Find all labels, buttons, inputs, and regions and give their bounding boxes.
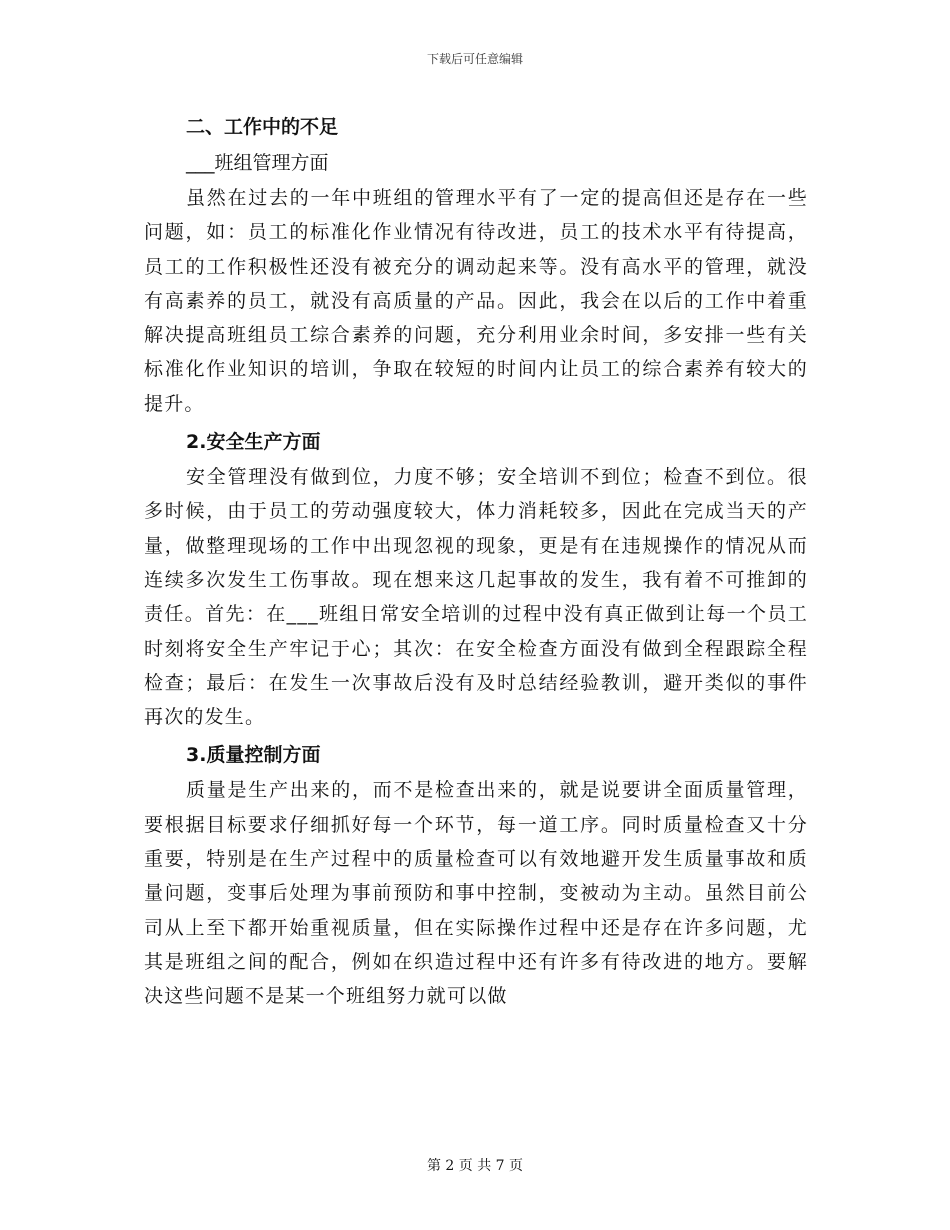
paragraph-quality: 质量是生产出来的，而不是检查出来的，就是说要讲全面质量管理，要根据目标要求仔细抓好每一个环节，每一道工序。同时质量检查又十分重要，特别是在生产过程中的质量检查可以有效地避开发生质量事故和质量问题，变事后处理为事前预防和事中控制，变被动为主动。虽然目前公司从上至下都开始重视质量，但在实际操作过程中还是存在许多问题，尤其是班组之间的配合，例如在织造过程中还有许多有待改进的地方。要解决这些问题不是某一个班组努力就可以做 [144,779,808,1008]
page-header: 下载后可任意编辑 [426,52,523,66]
page-footer: 第 2 页 共 7 页 [426,1158,524,1174]
section-heading-shortcomings: 二、工作中的不足 [186,116,339,138]
section-heading-quality: 3.质量控制方面 [186,744,321,767]
paragraph-safety: 安全管理没有做到位，力度不够；安全培训不到位；检查不到位。很多时候，由于员工的劳动强度较大，体力消耗较多，因此在完成当天的产量，做整理现场的工作中出现忽视的现象，更是有在违规操作的情况从而连续多次发生工伤事故。现在想来这几起事故的发生，我有着不可推卸的责任。首先：在___班组日常安全培训的过程中没有真正做到让每一个员工时刻将安全生产牢记于心；其次：在安全检查方面没有做到全程跟踪全程检查；最后：在发生一次事故后没有及时总结经验教训，避开类似的事件再次的发生。 [144,466,808,729]
subheading-team-management: ___班组管理方面 [186,152,329,174]
paragraph-team-management: 虽然在过去的一年中班组的管理水平有了一定的提高但还是存在一些问题，如：员工的标准化作业情况有待改进，员工的技术水平有待提高，员工的工作积极性还没有被充分的调动起来等。没有高水平的管理，就没有高素养的员工，就没有高质量的产品。因此，我会在以后的工作中着重解决提高班组员工综合素养的问题，充分利用业余时间，多安排一些有关标准化作业知识的培训，争取在较短的时间内让员工的综合素养有较大的提升。 [144,187,808,415]
section-heading-safety: 2.安全生产方面 [186,431,321,454]
document-body [144,109,808,1014]
